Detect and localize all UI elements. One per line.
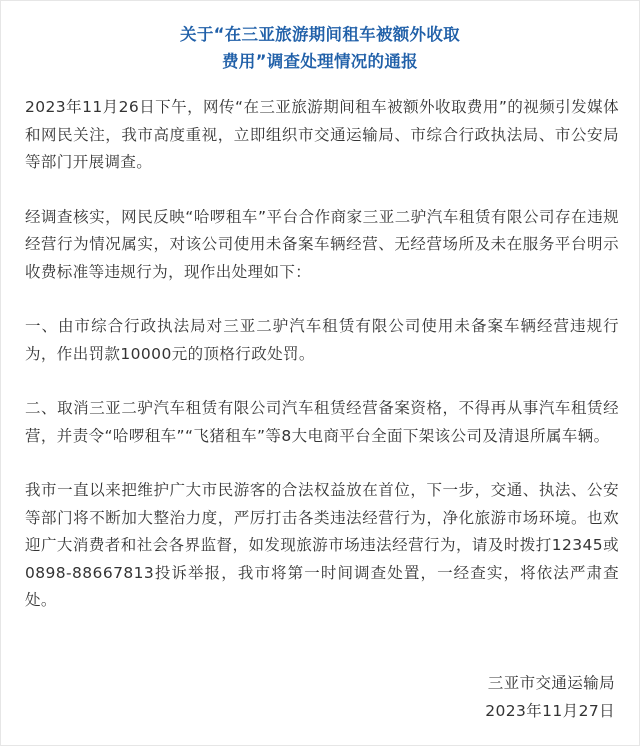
paragraph-closing: 我市一直以来把维护广大市民游客的合法权益放在首位，下一步，交通、执法、公安等部门将不断加大整治力度，严厉打击各类违法经营行为，净化旅游市场环境。也欢迎广大消费者和社会各界监督，如发现旅游市场违法经营行为，请及时拨打12345或0898-88667813投诉举报，我市将第一时间调查处置，一经查实，将依法严肃查处。 [25, 481, 619, 609]
signature-date: 2023年11月27日 [485, 701, 615, 720]
signature-block [485, 670, 615, 725]
notice-body [25, 94, 619, 642]
title-line-2: 费用”调查处理情况的通报 [222, 52, 418, 71]
paragraph-findings: 经调查核实，网民反映“哈啰租车”平台合作商家三亚二驴汽车租赁有限公司存在违规经营行为情况属实，对该公司使用未备案车辆经营、无经营场所及未在服务平台明示收费标准等违规行为，现作出处理如下： [25, 207, 619, 281]
signature-org: 三亚市交通运输局 [487, 674, 615, 692]
notice-title [1, 21, 639, 75]
paragraph-penalty-1: 一、由市综合行政执法局对三亚二驴汽车租赁有限公司使用未备案车辆经营违规行为，作出罚款10000元的顶格行政处罚。 [25, 317, 619, 363]
paragraph-penalty-2: 二、取消三亚二驴汽车租赁有限公司汽车租赁经营备案资格，不得再从事汽车租赁经营，并责令“哈啰租车”“飞猪租车”等8大电商平台全面下架该公司及清退所属车辆。 [25, 399, 619, 445]
paragraph-intro: 2023年11月26日下午，网传“在三亚旅游期间租车被额外收取费用”的视频引发媒体和网民关注，我市高度重视，立即组织市交通运输局、市综合行政执法局、市公安局等部门开展调查。 [25, 98, 619, 171]
title-line-1: 关于“在三亚旅游期间租车被额外收取 [180, 25, 460, 44]
